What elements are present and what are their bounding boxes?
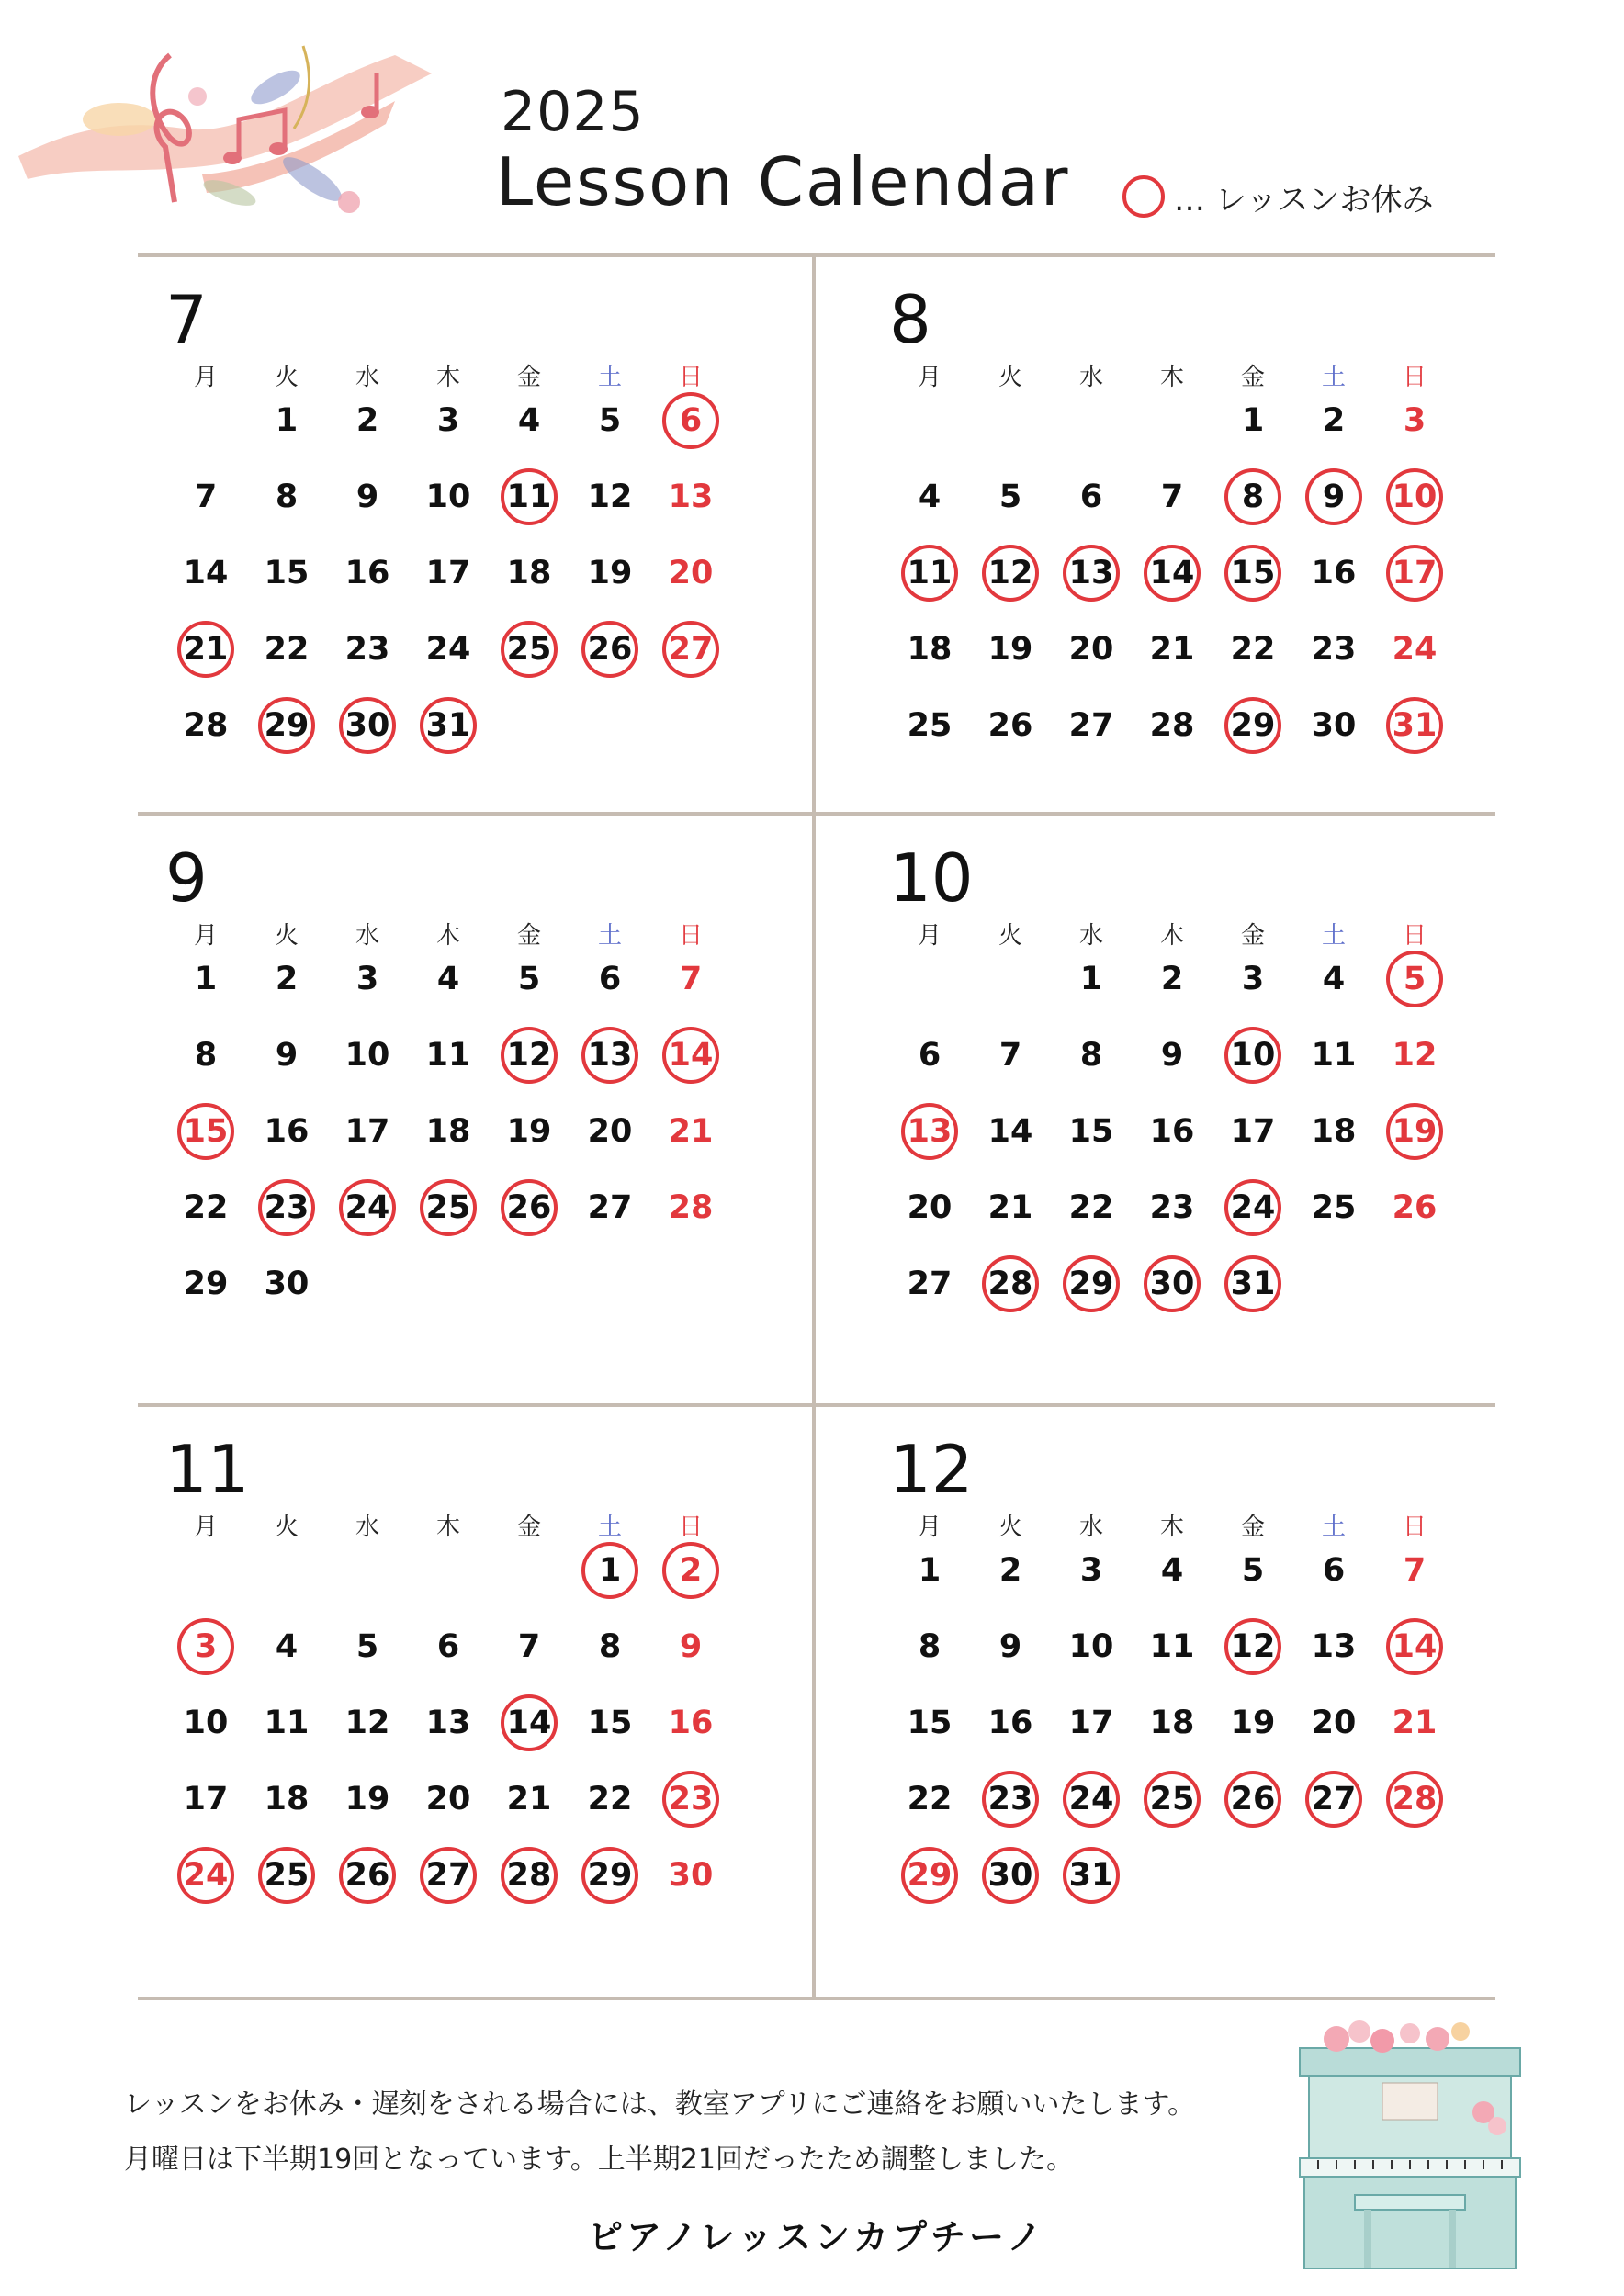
day-cell-closed: 31 [408,696,489,755]
day-cell: 8 [598,1627,622,1665]
day-cell: 4 [436,960,460,997]
weekday-label: 木 [1159,364,1184,391]
day-cell: 4 [918,478,942,515]
day-cell: 16 [344,554,390,591]
day-cell: 7 [679,960,703,997]
day-cell: 28 [668,1188,714,1226]
day-cell-closed: 31 [1051,1846,1132,1905]
day-cell-closed: 23 [970,1770,1051,1829]
month-number: 11 [165,1431,250,1508]
day-cell-closed: 25 [489,620,570,679]
day-cell: 27 [1068,706,1114,744]
weekday-label: 木 [1159,922,1184,950]
calendar-september [138,816,812,1403]
day-cell-closed: 10 [1212,1026,1293,1085]
day-cell: 2 [355,401,379,439]
month-number: 10 [889,839,974,917]
weekday-label: 金 [516,922,541,950]
calendar-july [138,257,812,812]
day-cell-closed: 12 [489,1026,570,1085]
day-cell: 13 [425,1704,471,1741]
day-cell-closed: 24 [327,1178,408,1237]
day-cell: 26 [987,706,1033,744]
day-cell-closed: 15 [165,1102,246,1161]
day-cell: 18 [425,1112,471,1150]
weekday-label: 火 [274,922,299,950]
day-cell-closed: 13 [889,1102,970,1161]
day-cell-closed: 9 [1293,467,1374,526]
day-cell: 16 [1149,1112,1195,1150]
day-cell: 30 [668,1856,714,1894]
day-cell: 6 [598,960,622,997]
day-cell: 4 [1322,960,1346,997]
day-cell: 22 [587,1780,633,1818]
day-cell: 17 [183,1780,229,1818]
day-cell: 15 [587,1704,633,1741]
day-cell-closed: 11 [489,467,570,526]
weekday-label: 月 [193,364,218,391]
month-number: 9 [165,839,208,917]
day-cell: 6 [1079,478,1103,515]
weekday-label: 金 [1240,364,1265,391]
weekday-label: 月 [917,364,942,391]
day-cell: 12 [1392,1036,1438,1074]
day-cell: 18 [264,1780,310,1818]
weekday-label: 日 [678,1514,703,1541]
day-cell: 21 [1149,630,1195,668]
day-cell: 25 [907,706,953,744]
day-cell: 20 [587,1112,633,1150]
weekday-label: 土 [597,1514,622,1541]
weekday-label: 水 [355,1514,379,1541]
day-cell: 1 [1241,401,1265,439]
day-cell: 3 [1079,1551,1103,1589]
note-line-1: レッスンをお休み・遅刻をされる場合には、教室アプリにご連絡をお願いいたします。 [124,2088,1196,2121]
day-cell: 21 [668,1112,714,1150]
day-cell-closed: 6 [650,391,731,450]
day-cell: 4 [1160,1551,1184,1589]
weekday-label: 火 [274,364,299,391]
weekday-label: 木 [1159,1514,1184,1541]
weekday-label: 月 [193,1514,218,1541]
day-cell: 18 [506,554,552,591]
weekday-label: 木 [435,922,460,950]
day-cell: 1 [918,1551,942,1589]
day-cell: 6 [436,1627,460,1665]
day-cell-closed: 27 [408,1846,489,1905]
day-cell-closed: 29 [889,1846,970,1905]
day-cell: 20 [1311,1704,1357,1741]
calendar-october [862,816,1495,1403]
day-cell: 2 [1160,960,1184,997]
day-cell-closed: 10 [1374,467,1455,526]
day-cell-closed: 5 [1374,950,1455,1008]
day-cell-closed: 30 [1132,1255,1212,1313]
day-cell-closed: 12 [970,544,1051,602]
day-cell-closed: 30 [327,696,408,755]
calendar-year: 2025 [501,80,645,144]
day-cell: 20 [1068,630,1114,668]
day-cell: 10 [183,1704,229,1741]
legend-text: … レッスンお休み [1174,181,1434,219]
day-cell: 27 [587,1188,633,1226]
day-cell: 15 [264,554,310,591]
day-cell: 21 [1392,1704,1438,1741]
day-cell-closed: 27 [1293,1770,1374,1829]
day-cell-closed: 28 [970,1255,1051,1313]
day-cell: 22 [264,630,310,668]
music-ribbon-decoration [9,18,441,239]
day-cell: 12 [344,1704,390,1741]
day-cell-closed: 23 [650,1770,731,1829]
day-cell-closed: 13 [1051,544,1132,602]
day-cell-closed: 2 [650,1541,731,1600]
day-cell: 17 [1230,1112,1276,1150]
day-cell-closed: 27 [650,620,731,679]
day-cell-closed: 17 [1374,544,1455,602]
day-cell-closed: 31 [1374,696,1455,755]
day-cell: 5 [517,960,541,997]
weekday-label: 土 [597,922,622,950]
day-cell: 16 [1311,554,1357,591]
day-cell: 1 [194,960,218,997]
day-cell-closed: 25 [408,1178,489,1237]
weekday-label: 金 [1240,1514,1265,1541]
day-cell: 17 [344,1112,390,1150]
day-cell: 2 [275,960,299,997]
weekday-label: 日 [678,364,703,391]
month-number: 8 [889,281,931,358]
day-cell-closed: 31 [1212,1255,1293,1313]
day-cell: 3 [355,960,379,997]
day-cell-closed: 24 [165,1846,246,1905]
day-cell: 8 [918,1627,942,1665]
weekday-label: 水 [355,922,379,950]
day-cell: 26 [1392,1188,1438,1226]
note-line-2: 月曜日は下半期19回となっています。上半期21回だったため調整しました。 [124,2144,1074,2176]
day-cell-closed: 29 [1212,696,1293,755]
day-cell: 1 [1079,960,1103,997]
day-cell-closed: 24 [1051,1770,1132,1829]
weekday-label: 火 [998,364,1022,391]
day-cell: 3 [436,401,460,439]
day-cell-closed: 28 [489,1846,570,1905]
day-cell: 25 [1311,1188,1357,1226]
month-number: 7 [165,281,208,358]
day-cell: 19 [506,1112,552,1150]
month-number: 12 [889,1431,974,1508]
day-cell-closed: 1 [570,1541,650,1600]
day-cell-closed: 14 [489,1694,570,1752]
day-cell: 28 [1149,706,1195,744]
day-cell: 15 [1068,1112,1114,1150]
brand-name: ピアノレッスンカプチーノ [588,2217,1046,2257]
weekday-label: 土 [597,364,622,391]
calendar-december [862,1407,1495,1997]
day-cell: 27 [907,1265,953,1302]
weekday-label: 水 [1078,364,1103,391]
weekday-label: 火 [998,922,1022,950]
day-cell: 28 [183,706,229,744]
day-cell-closed: 25 [246,1846,327,1905]
day-cell: 18 [1311,1112,1357,1150]
day-cell: 10 [344,1036,390,1074]
day-cell: 17 [425,554,471,591]
day-cell: 1 [275,401,299,439]
weekday-label: 日 [678,922,703,950]
weekday-label: 水 [1078,1514,1103,1541]
day-cell: 18 [907,630,953,668]
rule-bottom [138,1997,1495,2000]
day-cell: 18 [1149,1704,1195,1741]
weekday-label: 水 [355,364,379,391]
day-cell: 8 [194,1036,218,1074]
day-cell: 3 [1403,401,1427,439]
day-cell-closed: 25 [1132,1770,1212,1829]
day-cell: 3 [1241,960,1265,997]
day-cell: 21 [506,1780,552,1818]
weekday-label: 木 [435,1514,460,1541]
day-cell-closed: 21 [165,620,246,679]
day-cell: 6 [1322,1551,1346,1589]
weekday-label: 水 [1078,922,1103,950]
day-cell: 29 [183,1265,229,1302]
weekday-label: 日 [1402,364,1427,391]
day-cell: 23 [1311,630,1357,668]
calendar-november [138,1407,812,1997]
day-cell-closed: 3 [165,1617,246,1676]
day-cell-closed: 28 [1374,1770,1455,1829]
day-cell: 2 [1322,401,1346,439]
day-cell: 30 [264,1265,310,1302]
rule-vertical [812,253,816,2000]
day-cell: 13 [1311,1627,1357,1665]
day-cell: 16 [668,1704,714,1741]
day-cell: 10 [425,478,471,515]
day-cell-closed: 13 [570,1026,650,1085]
weekday-label: 月 [917,1514,942,1541]
day-cell: 23 [1149,1188,1195,1226]
day-cell: 9 [355,478,379,515]
weekday-label: 日 [1402,922,1427,950]
day-cell: 17 [1068,1704,1114,1741]
day-cell: 19 [344,1780,390,1818]
day-cell: 16 [264,1112,310,1150]
day-cell: 7 [517,1627,541,1665]
weekday-label: 日 [1402,1514,1427,1541]
day-cell-closed: 15 [1212,544,1293,602]
day-cell: 7 [1403,1551,1427,1589]
weekday-label: 火 [998,1514,1022,1541]
day-cell-closed: 11 [889,544,970,602]
page-title: Lesson Calendar [496,143,1070,220]
day-cell: 30 [1311,706,1357,744]
day-cell-closed: 26 [1212,1770,1293,1829]
day-cell: 22 [1230,630,1276,668]
day-cell: 20 [425,1780,471,1818]
day-cell-closed: 26 [489,1178,570,1237]
weekday-label: 金 [516,1514,541,1541]
day-cell-closed: 29 [246,696,327,755]
day-cell: 8 [1079,1036,1103,1074]
day-cell: 9 [275,1036,299,1074]
day-cell: 20 [907,1188,953,1226]
day-cell-closed: 23 [246,1178,327,1237]
day-cell: 10 [1068,1627,1114,1665]
day-cell: 22 [907,1780,953,1818]
day-cell: 21 [987,1188,1033,1226]
day-cell: 6 [918,1036,942,1074]
day-cell: 7 [1160,478,1184,515]
day-cell: 5 [1241,1551,1265,1589]
day-cell-closed: 14 [1374,1617,1455,1676]
day-cell: 20 [668,554,714,591]
day-cell-closed: 30 [970,1846,1051,1905]
closed-day-ring-icon [1122,175,1165,218]
weekday-label: 土 [1321,1514,1346,1541]
day-cell-closed: 12 [1212,1617,1293,1676]
day-cell: 2 [998,1551,1022,1589]
day-cell-closed: 14 [650,1026,731,1085]
day-cell-closed: 29 [1051,1255,1132,1313]
weekday-label: 土 [1321,922,1346,950]
weekday-label: 火 [274,1514,299,1541]
day-cell-closed: 19 [1374,1102,1455,1161]
day-cell: 4 [517,401,541,439]
day-cell: 19 [587,554,633,591]
notes [124,2077,1195,2188]
day-cell: 23 [344,630,390,668]
day-cell-closed: 26 [570,620,650,679]
day-cell: 19 [1230,1704,1276,1741]
day-cell: 11 [1311,1036,1357,1074]
piano-illustration [1272,2011,1548,2287]
weekday-label: 月 [917,922,942,950]
day-cell: 19 [987,630,1033,668]
day-cell: 7 [194,478,218,515]
day-cell-closed: 14 [1132,544,1212,602]
legend [1122,171,1433,222]
day-cell: 4 [275,1627,299,1665]
day-cell: 5 [355,1627,379,1665]
weekday-label: 金 [516,364,541,391]
day-cell: 9 [998,1627,1022,1665]
day-cell: 11 [264,1704,310,1741]
day-cell: 8 [275,478,299,515]
day-cell-closed: 8 [1212,467,1293,526]
day-cell-closed: 26 [327,1846,408,1905]
day-cell: 13 [668,478,714,515]
weekday-label: 土 [1321,364,1346,391]
day-cell: 24 [1392,630,1438,668]
day-cell: 5 [998,478,1022,515]
day-cell: 9 [1160,1036,1184,1074]
day-cell: 24 [425,630,471,668]
day-cell: 7 [998,1036,1022,1074]
weekday-label: 月 [193,922,218,950]
weekday-label: 木 [435,364,460,391]
day-cell: 14 [987,1112,1033,1150]
day-cell: 15 [907,1704,953,1741]
day-cell: 9 [679,1627,703,1665]
day-cell: 14 [183,554,229,591]
day-cell: 11 [425,1036,471,1074]
day-cell: 22 [183,1188,229,1226]
calendar-august [862,257,1495,812]
day-cell-closed: 29 [570,1846,650,1905]
day-cell: 16 [987,1704,1033,1741]
day-cell: 5 [598,401,622,439]
day-cell: 11 [1149,1627,1195,1665]
day-cell: 22 [1068,1188,1114,1226]
day-cell-closed: 24 [1212,1178,1293,1237]
day-cell: 12 [587,478,633,515]
weekday-label: 金 [1240,922,1265,950]
